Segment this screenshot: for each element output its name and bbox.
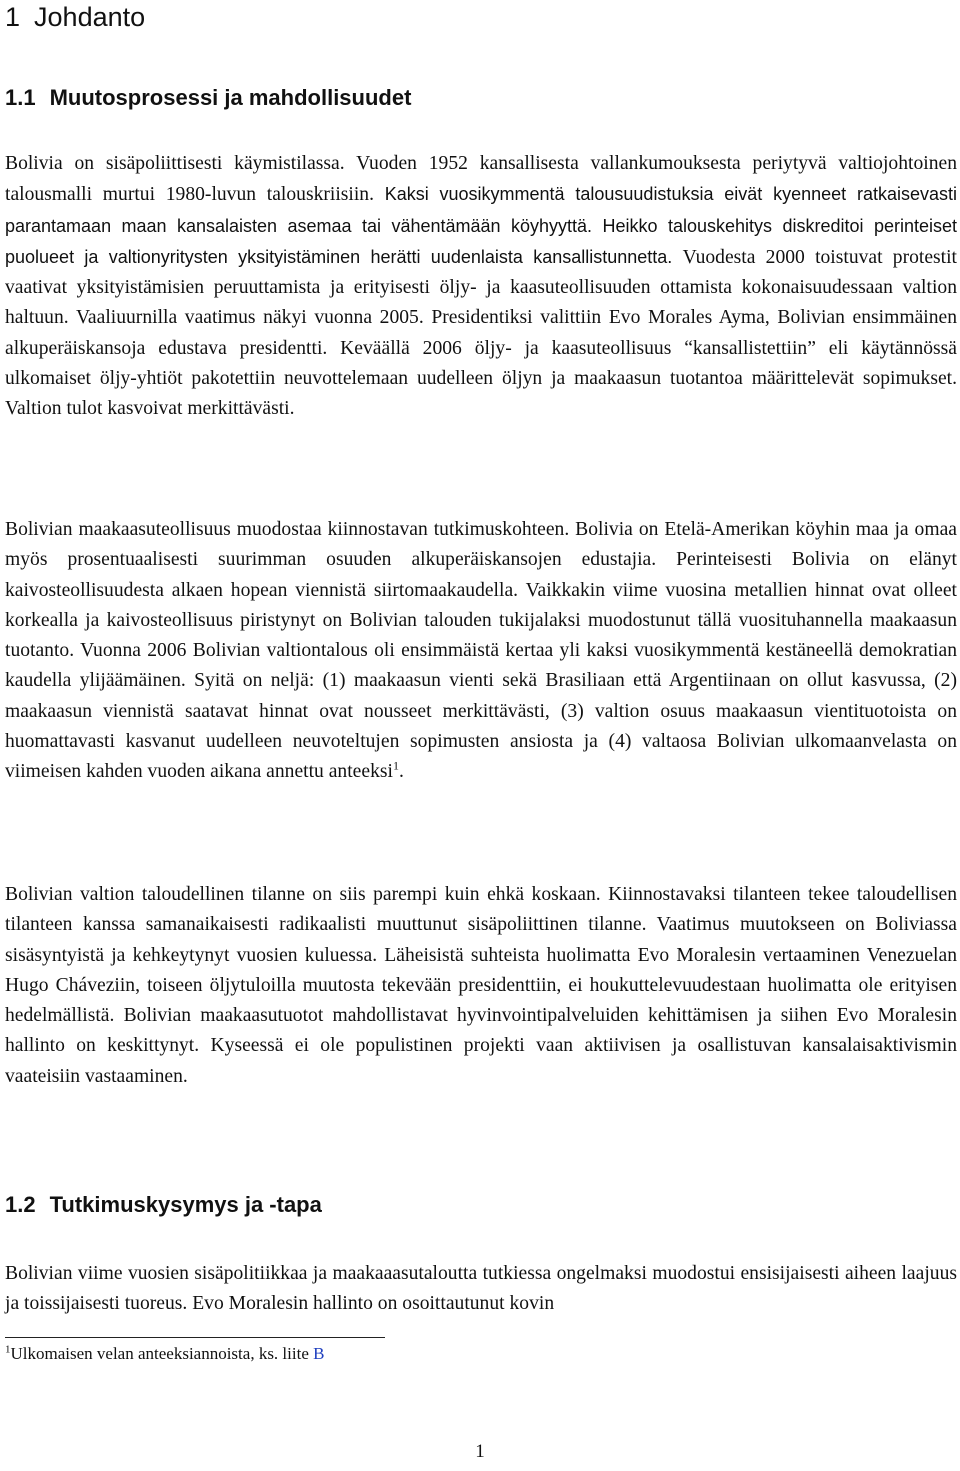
paragraph-3: Bolivian valtion taloudellinen tilanne on siis parempi kuin ehkä koskaan. Kiinnostavaksi tilanteen tekee taloudellisen tilanteen kanssa samanaikaisesti radikaalisti muuttunut sisäpoliittinen tilanne. Vaatimus muutokseen on Boliviassa sisäsyntyistä ja kehkeytynyt vuosien kuluessa. Läheisistä suhteista huolimatta Evo Moralesin vertaaminen Venezuelan Hugo Cháveziin, toiseen öljytuloilla muutosta tekevään presidenttiin, ei houkuttelevuudestaan huolimatta ole erityisen hedelmällistä. Bolivian maakaasutuotot mahdollistavat hyvinvointipalveluiden kehittämisen ja siihen Evo Moralesin hallinto on keskittynyt. Kyseessä ei ole populistinen projekti vaan aktiivisen ja osallistuvan kansalaisaktivismin vaateisiin vastaaminen. xyxy=(5,884,957,1087)
paragraph-1-part-a: Bolivia on sisäpoliittisesti käymistilassa. Vuoden 1952 kansallisesta vallankumouksesta periytyvä valtiojohtoinen talousmalli murtui 1980-luvun talouskriisiin. xyxy=(5,153,957,206)
page-number: 1 xyxy=(475,1441,485,1462)
chapter-title: Johdanto xyxy=(34,2,146,32)
paragraph-1-part-b: Vuodesta 2000 toistuvat protestit vaativat yksityistämisien peruuttamista ja erityisesti öljy- ja kaasuteollisuuden ottamista kokonaisuudessaan valtion haltuun. Vaaliuurnilla vaatimus näkyi vuonna 2005. Presidentiksi valittiin Evo Morales Ayma, Bolivian ensimmäinen alkuperäiskansoja edustava presidentti. Keväällä 2006 öljy- ja kaasuteollisuus “kansallistettiin” eli käytännössä ulkomaiset öljy-yhtiöt pakotettiin neuvottelemaan uudelleen öljyn ja maakaasun tuotantoa määrittelevät sopimukset. Valtion tulot kasvoivat merkittävästi. xyxy=(5,246,957,420)
paragraph-1 xyxy=(5,149,957,425)
footnote-text: Ulkomaisen velan anteeksiannoista, ks. liite xyxy=(10,1344,314,1363)
section-title: Tutkimuskysymys ja -tapa xyxy=(49,1192,322,1217)
chapter-heading xyxy=(5,2,145,32)
paragraph-2-text: Bolivian maakaasuteollisuus muodostaa kiinnostavan tutkimuskohteen. Bolivia on Etelä-Amerikan köyhin maa ja omaa myös prosentuaalisesti suurimman osuuden alkuperäiskansojen edustajia. Perinteisesti Bolivia on elänyt kaivosteollisuudesta alkaen hopean viennistä siirtomaakaudella. Vaikkakin viime vuosina metallien hinnat ovat olleet korkealla ja kaivosteollisuus piristynyt on Bolivian talouden tukijalaksi muodostunut tällä vuosituhannella maakaasun tuotanto. Vuonna 2006 Bolivian valtiontalous oli ensimmäistä kertaa yli kaksi vuosikymmentä kestäneellä demokratian kaudella ylijäämäinen. Syitä on neljä: (1) maakaasun vienti sekä Brasiliaan että Argentiinaan on ollut kasvussa, (2) maakaasun viennistä saatavat hinnat ovat nousseet merkittävästi, (3) valtion osuus maakaasun vientituotoista on huomattavasti kasvanut uudelleen neuvoteltujen sopimusten ansiosta ja (4) valtaosa Bolivian ulkomaanvelasta on viimeisen kahden vuoden aikana annettu anteeksi xyxy=(5,519,957,783)
appendix-link[interactable]: B xyxy=(313,1344,325,1363)
footnote-reference[interactable]: 1 xyxy=(392,758,399,773)
paragraph-2 xyxy=(5,515,957,788)
section-number: 1.1 xyxy=(5,85,36,110)
footnote-divider xyxy=(5,1337,385,1338)
section-title: Muutosprosessi ja mahdollisuudet xyxy=(49,85,412,110)
section-heading-1-1 xyxy=(5,85,411,111)
paragraph-1-sans-part: Kaksi vuosikymmentä talousuudistuksia eivät kyenneet ratkaisevasti parantamaan maan kansalaisten asemaa tai vähentämään köyhyyttä. Heikko talouskehitys diskreditoi perinteiset puolueet ja valtionyritysten yksityistäminen herätti uudenlaista kansallistunnetta. xyxy=(5,184,957,267)
section-number: 1.2 xyxy=(5,1192,36,1217)
chapter-number: 1 xyxy=(5,2,21,32)
footnote xyxy=(5,1343,324,1365)
paragraph-2-end: . xyxy=(398,761,404,783)
paragraph-4: Bolivian viime vuosien sisäpolitiikkaa ja maakaaasutaloutta tutkiessa ongelmaksi muodostui ensisijaisesti aiheen laajuus ja toissijaisesti tuoreus. Evo Moralesin hallinto on osoittautunut kovin xyxy=(5,1263,957,1315)
footnote-mark: 1 xyxy=(5,1343,11,1356)
section-heading-1-2 xyxy=(5,1192,322,1218)
